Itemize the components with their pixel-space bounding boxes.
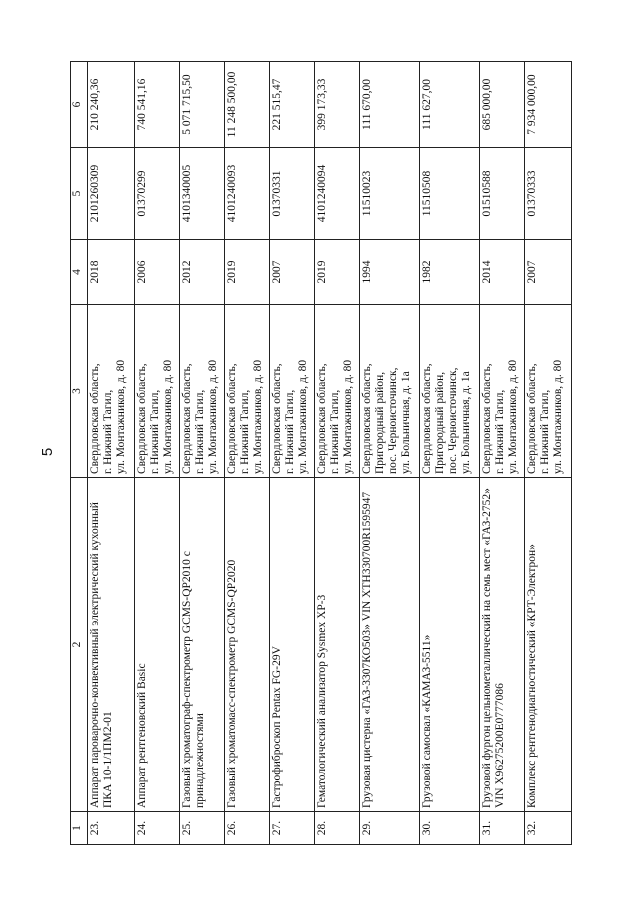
- address-line: ул. Монтажников, д. 80: [252, 359, 264, 474]
- table-row: [360, 62, 420, 845]
- header-col-1: 1: [71, 812, 88, 845]
- inventory-number-cell: 01370299: [135, 148, 180, 240]
- item-name-cell: Грузовой самосвал «КАМАЗ-5511»: [420, 478, 480, 812]
- value-cell: 11 248 500,00: [225, 62, 270, 148]
- address-line: Свердловская область,: [89, 363, 101, 474]
- item-name-cell: Аппарат рентгеновский Basic: [135, 478, 180, 812]
- address-line: ул. Монтажников, д. 80: [297, 359, 309, 474]
- inventory-number-cell: 01370333: [525, 148, 572, 240]
- row-number-cell: 32.: [525, 812, 572, 845]
- table-row: [88, 62, 135, 845]
- value-cell: 685 000,00: [480, 62, 525, 148]
- inventory-number-cell: 4101340005: [180, 148, 225, 240]
- value-cell: 111 670,00: [360, 62, 420, 148]
- value-cell: 7 934 000,00: [525, 62, 572, 148]
- row-number-cell: 25.: [180, 812, 225, 845]
- address-line: г. Нижний Тагил,: [239, 389, 251, 474]
- row-number-cell: 30.: [420, 812, 480, 845]
- address-line: г. Нижний Тагил,: [194, 389, 206, 474]
- address-line: ул. Монтажников, д. 80: [207, 359, 219, 474]
- address-line: ул. Монтажников, д. 80: [115, 359, 127, 474]
- address-cell: [525, 305, 572, 478]
- table-row: [480, 62, 525, 845]
- address-line: Свердловская область,: [181, 363, 193, 474]
- year-cell: 2018: [88, 240, 135, 305]
- header-col-3: 3: [71, 305, 88, 478]
- year-cell: 2014: [480, 240, 525, 305]
- value-cell: 221 515,47: [270, 62, 315, 148]
- year-cell: 1994: [360, 240, 420, 305]
- year-cell: 2019: [225, 240, 270, 305]
- address-line: Пригородный район,: [374, 371, 386, 474]
- value-cell: 740 541,16: [135, 62, 180, 148]
- page-number: 5: [39, 447, 56, 457]
- address-cell: [225, 305, 270, 478]
- address-line: Свердловская область,: [226, 363, 238, 474]
- table-row: [135, 62, 180, 845]
- row-number-cell: 28.: [315, 812, 360, 845]
- property-table: [70, 61, 572, 845]
- item-name-cell: Грузовая цистерна «ГАЗ-3307КО503» VIN XTH330700R1595947: [360, 478, 420, 812]
- header-col-4: 4: [71, 240, 88, 305]
- table-row: [525, 62, 572, 845]
- year-cell: 2007: [270, 240, 315, 305]
- table-row: [180, 62, 225, 845]
- item-name-cell: Аппарат пароварочно-конвективный электрический кухонный ПКА 10-1/1ПМ2-01: [88, 478, 135, 812]
- inventory-number-cell: 11510023: [360, 148, 420, 240]
- table-row: [270, 62, 315, 845]
- item-name-cell: Комплекс рентгенодиагностический «КРТ-Электрон»: [525, 478, 572, 812]
- address-line: г. Нижний Тагил,: [494, 389, 506, 474]
- inventory-number-cell: 11510508: [420, 148, 480, 240]
- address-line: Свердловская область,: [136, 363, 148, 474]
- header-col-2: 2: [71, 478, 88, 812]
- year-cell: 2012: [180, 240, 225, 305]
- item-name-cell: Газовый хроматограф-спектрометр GCMS-QP2010 с принадлежностями: [180, 478, 225, 812]
- address-line: г. Нижний Тагил,: [102, 389, 114, 474]
- address-line: ул. Монтажников, д. 80: [342, 359, 354, 474]
- inventory-number-cell: 4101240093: [225, 148, 270, 240]
- header-col-6: 6: [71, 62, 88, 148]
- address-line: Свердловская область,: [361, 363, 373, 474]
- row-number-cell: 27.: [270, 812, 315, 845]
- item-name-cell: Грузовой фургон цельнометаллический на семь мест «ГАЗ-2752» VIN X96275200E0777086: [480, 478, 525, 812]
- address-line: г. Нижний Тагил,: [284, 389, 296, 474]
- address-cell: [270, 305, 315, 478]
- address-cell: [360, 305, 420, 478]
- table-row: [315, 62, 360, 845]
- item-name-cell: Газовый хроматомасс-спектрометр GCMS-QP2020: [225, 478, 270, 812]
- address-line: ул. Больничная, д. 1а: [460, 371, 472, 474]
- address-cell: [420, 305, 480, 478]
- address-line: ул. Больничная, д. 1а: [400, 371, 412, 474]
- header-col-5: 5: [71, 148, 88, 240]
- row-number-cell: 23.: [88, 812, 135, 845]
- address-line: ул. Монтажников, д. 80: [162, 359, 174, 474]
- year-cell: 2019: [315, 240, 360, 305]
- address-line: г. Нижний Тагил,: [329, 389, 341, 474]
- year-cell: 1982: [420, 240, 480, 305]
- year-cell: 2006: [135, 240, 180, 305]
- year-cell: 2007: [525, 240, 572, 305]
- address-line: Пригородный район,: [434, 371, 446, 474]
- address-cell: [480, 305, 525, 478]
- address-line: Свердловская область,: [526, 363, 538, 474]
- address-line: ул. Монтажников, д. 80: [552, 359, 564, 474]
- address-cell: [135, 305, 180, 478]
- value-cell: 111 627,00: [420, 62, 480, 148]
- value-cell: 399 173,33: [315, 62, 360, 148]
- table-body: [88, 62, 572, 845]
- address-line: Свердловская область,: [316, 363, 328, 474]
- address-line: пос. Черноисточинск,: [387, 367, 399, 474]
- address-line: Свердловская область,: [421, 363, 433, 474]
- row-number-cell: 31.: [480, 812, 525, 845]
- property-table-wrapper: [70, 62, 572, 845]
- inventory-number-cell: 4101240094: [315, 148, 360, 240]
- value-cell: 5 071 715,50: [180, 62, 225, 148]
- row-number-cell: 24.: [135, 812, 180, 845]
- address-cell: [88, 305, 135, 478]
- row-number-cell: 29.: [360, 812, 420, 845]
- address-line: г. Нижний Тагил,: [149, 389, 161, 474]
- item-name-cell: Гастрофиброскоп Pentax FG-29V: [270, 478, 315, 812]
- address-cell: [180, 305, 225, 478]
- address-line: г. Нижний Тагил,: [539, 389, 551, 474]
- inventory-number-cell: 01510588: [480, 148, 525, 240]
- inventory-number-cell: 01370331: [270, 148, 315, 240]
- table-header-row: [71, 62, 88, 845]
- row-number-cell: 26.: [225, 812, 270, 845]
- table-row: [420, 62, 480, 845]
- value-cell: 210 240,36: [88, 62, 135, 148]
- table-row: [225, 62, 270, 845]
- address-line: пос. Черноисточинск,: [447, 367, 459, 474]
- address-line: ул. Монтажников, д. 80: [507, 359, 519, 474]
- address-line: Свердловская область,: [271, 363, 283, 474]
- address-line: Свердловская область,: [481, 363, 493, 474]
- item-name-cell: Гематологический анализатор Sysmex XP-3: [315, 478, 360, 812]
- address-cell: [315, 305, 360, 478]
- inventory-number-cell: 2101260309: [88, 148, 135, 240]
